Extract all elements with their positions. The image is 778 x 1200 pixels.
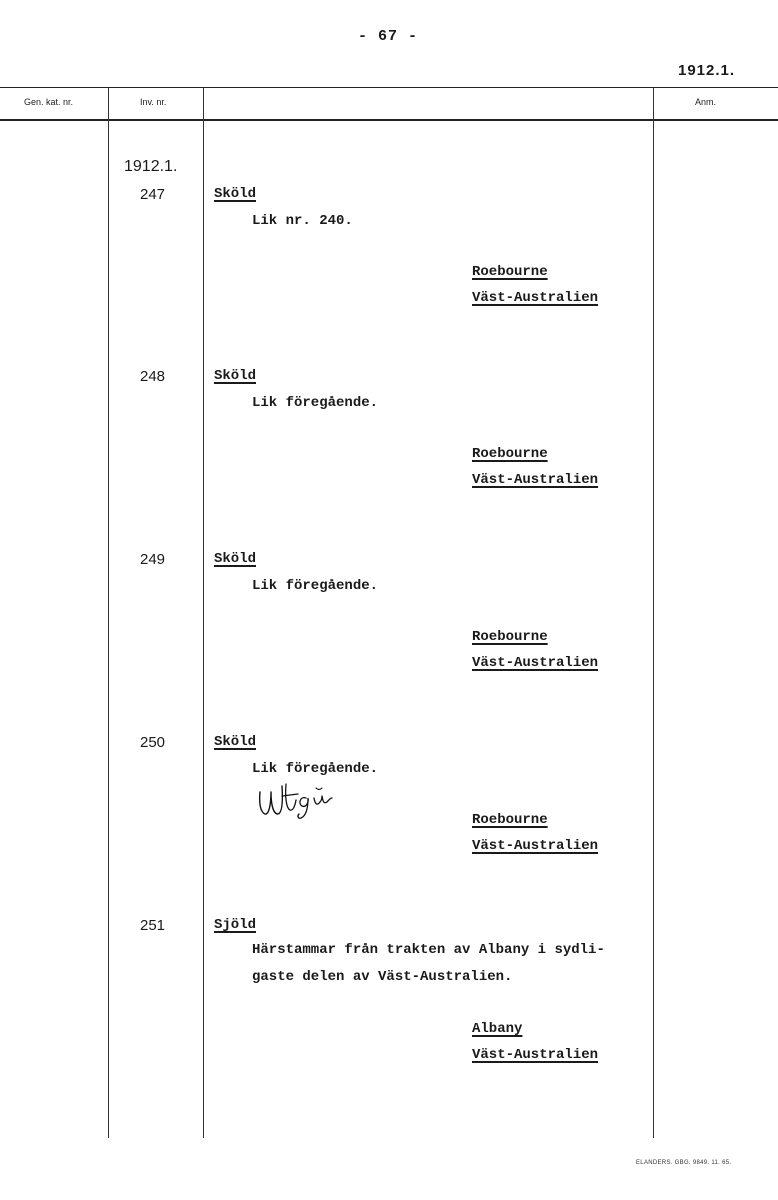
object-name: Sköld [214,551,257,567]
catalog-ref: 1912.1. [678,62,736,79]
location-region: Väst-Australien [472,655,599,671]
entry-250 [0,734,778,894]
inventory-number: 247 [140,186,166,203]
location-region: Väst-Australien [472,290,599,306]
group-label: 1912.1. [124,158,178,175]
page-number: - 67 - [358,28,419,45]
entry-248 [0,368,778,528]
object-description: Lik föregående. [252,761,379,777]
object-description: Lik föregående. [252,395,379,411]
object-description: Lik föregående. [252,578,379,594]
object-name: Sköld [214,368,257,384]
location-primary: Roebourne [472,629,548,645]
location-primary: Roebourne [472,264,548,280]
entry-247 [0,186,778,346]
entry-251 [0,917,778,1077]
location-region: Väst-Australien [472,1047,599,1063]
printer-mark: ELANDERS. GBG. 9849. 11. 65. [636,1160,732,1166]
inventory-number: 250 [140,734,166,751]
inventory-number: 251 [140,917,166,934]
top-rule [0,87,778,88]
object-description-line-2: gaste delen av Väst-Australien. [252,969,513,985]
handwritten-signature [256,778,336,824]
object-name: Sjöld [214,917,257,933]
inventory-number: 249 [140,551,166,568]
object-description: Lik nr. 240. [252,213,353,229]
object-description [252,937,647,991]
location-region: Väst-Australien [472,838,599,854]
location-primary: Albany [472,1021,523,1037]
column-header-gen-kat-nr: Gen. kat. nr. [24,97,74,107]
location-region: Väst-Australien [472,472,599,488]
entry-249 [0,551,778,711]
location-primary: Roebourne [472,446,548,462]
column-header-anm: Anm. [695,97,717,107]
column-header-inv-nr: Inv. nr. [140,97,167,107]
object-name: Sköld [214,186,257,202]
object-name: Sköld [214,734,257,750]
inventory-number: 248 [140,368,166,385]
location-primary: Roebourne [472,812,548,828]
object-description-line-1: Härstammar från trakten av Albany i sydli- [252,942,605,958]
header-rule [0,119,778,121]
